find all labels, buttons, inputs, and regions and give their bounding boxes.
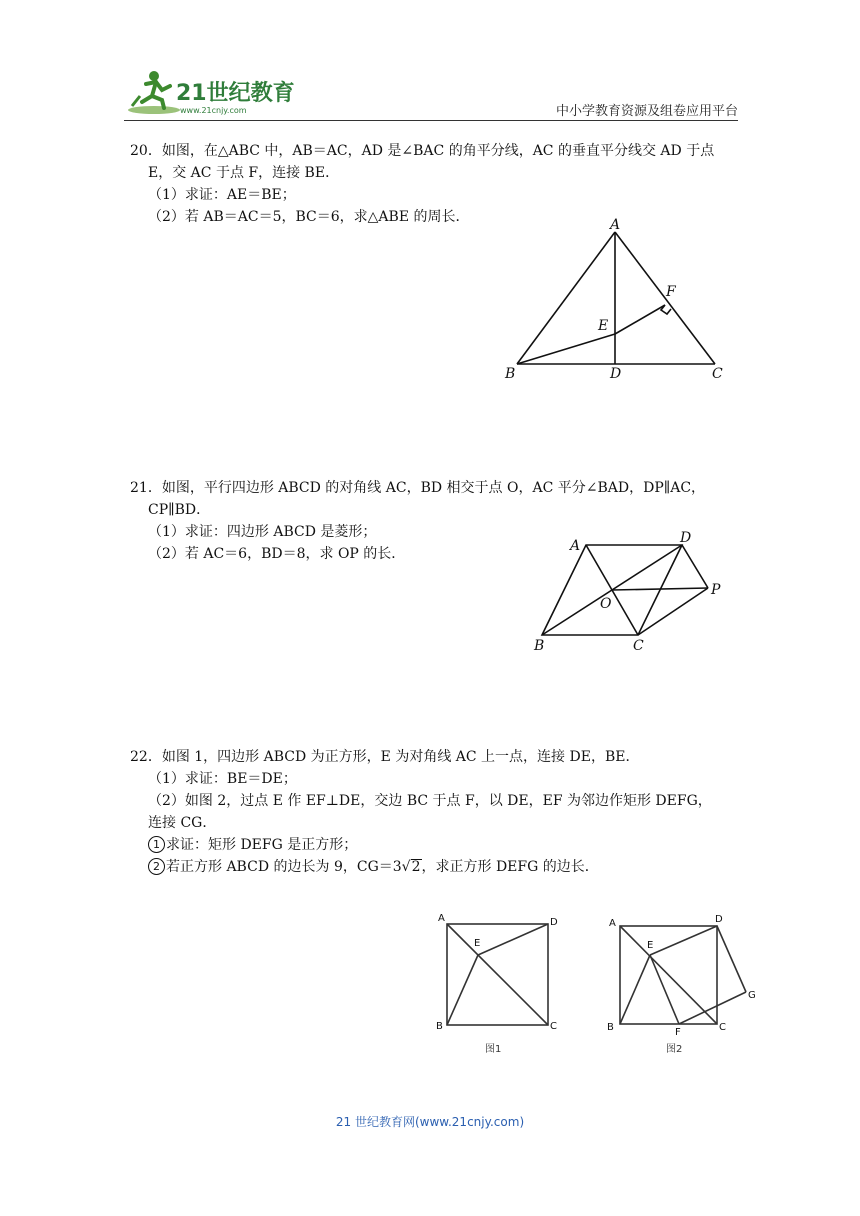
label-E: E (598, 318, 609, 334)
question-22 (130, 746, 740, 878)
circled-number-1: 1 (148, 836, 165, 853)
q20-stem-line2: E，交 AC 于点 F，连接 BE． (148, 165, 340, 181)
q20-figure (500, 214, 740, 386)
label-D: D (715, 914, 723, 925)
square-figure-2 (600, 908, 764, 1058)
q21-stem-line2: CP∥BD． (148, 502, 211, 518)
q22-stem-line1: 22．如图 1，四边形 ABCD 为正方形，E 为对角线 AC 上一点，连接 DE，BE． (130, 749, 640, 765)
label-F: F (666, 284, 676, 300)
label-D: D (610, 366, 622, 382)
platform-title: 中小学教育资源及组卷应用平台 (555, 104, 738, 119)
label-D: D (680, 530, 692, 546)
label-G: G (748, 990, 756, 1001)
radicand: 2 (411, 859, 421, 875)
q22-part2-line2: 连接 CG． (148, 815, 217, 831)
q21-figure (530, 528, 730, 656)
q21-part1: （1）求证：四边形 ABCD 是菱形； (148, 524, 377, 540)
logo (124, 66, 304, 118)
square-figure-1 (430, 908, 570, 1058)
runner-logo-icon (124, 66, 304, 118)
q22-sub1: 1 求证：矩形 DEFG 是正方形； (130, 834, 740, 856)
rhombus-diagram (530, 528, 730, 656)
label-B: B (505, 366, 516, 382)
q22-part2-line1: （2）如图 2，过点 E 作 EF⊥DE，交边 BC 于点 F，以 DE，EF 为邻边作矩形 DEFG， (148, 793, 712, 809)
label-D: D (550, 917, 558, 928)
label-B: B (607, 1022, 614, 1033)
label-E: E (647, 940, 654, 951)
q22-figure-2 (600, 908, 764, 1058)
header-divider (124, 120, 738, 121)
page-header (124, 66, 738, 122)
label-C: C (633, 638, 644, 654)
label-O: O (600, 596, 612, 612)
circled-number-2: 2 (148, 858, 165, 875)
label-C: C (712, 366, 723, 382)
label-A: A (609, 918, 616, 929)
q21-part2: （2）若 AC＝6，BD＝8，求 OP 的长． (148, 546, 406, 562)
q22-part1: （1）求证：BE＝DE； (148, 771, 297, 787)
label-C: C (719, 1022, 726, 1033)
q20-part1: （1）求证：AE＝BE； (148, 187, 296, 203)
label-A: A (570, 538, 581, 554)
footer-link[interactable]: 21 世纪教育网(www.21cnjy.com) (335, 1115, 525, 1129)
q20-part2: （2）若 AB＝AC＝5，BC＝6，求△ABE 的周长． (148, 209, 470, 225)
q22-sub2: 2 若正方形 ABCD 的边长为 9，CG＝3√2，求正方形 DEFG 的边长． (130, 856, 740, 878)
label-F: F (675, 1027, 681, 1038)
label-B: B (534, 638, 545, 654)
label-A: A (610, 217, 621, 233)
q21-stem-line1: 21．如图，平行四边形 ABCD 的对角线 AC，BD 相交于点 O，AC 平分∠BAD，DP∥AC， (130, 480, 706, 496)
label-A: A (438, 913, 445, 924)
q22-figure-1 (430, 908, 570, 1058)
label-P: P (711, 582, 721, 598)
triangle-abc-diagram (500, 214, 740, 386)
svg-text:21世纪教育: 21世纪教育 (176, 81, 295, 106)
label-B: B (436, 1021, 443, 1032)
figure-1-caption: 图1 (485, 1044, 502, 1055)
q20-stem-line1: 20．如图，在△ABC 中，AB＝AC，AD 是∠BAC 的角平分线，AC 的垂直平分线交 AD 于点 (130, 143, 715, 159)
label-C: C (550, 1021, 557, 1032)
figure-2-caption: 图2 (666, 1044, 683, 1055)
svg-text:www.21cnjy.com: www.21cnjy.com (180, 106, 247, 115)
label-E: E (474, 938, 481, 949)
